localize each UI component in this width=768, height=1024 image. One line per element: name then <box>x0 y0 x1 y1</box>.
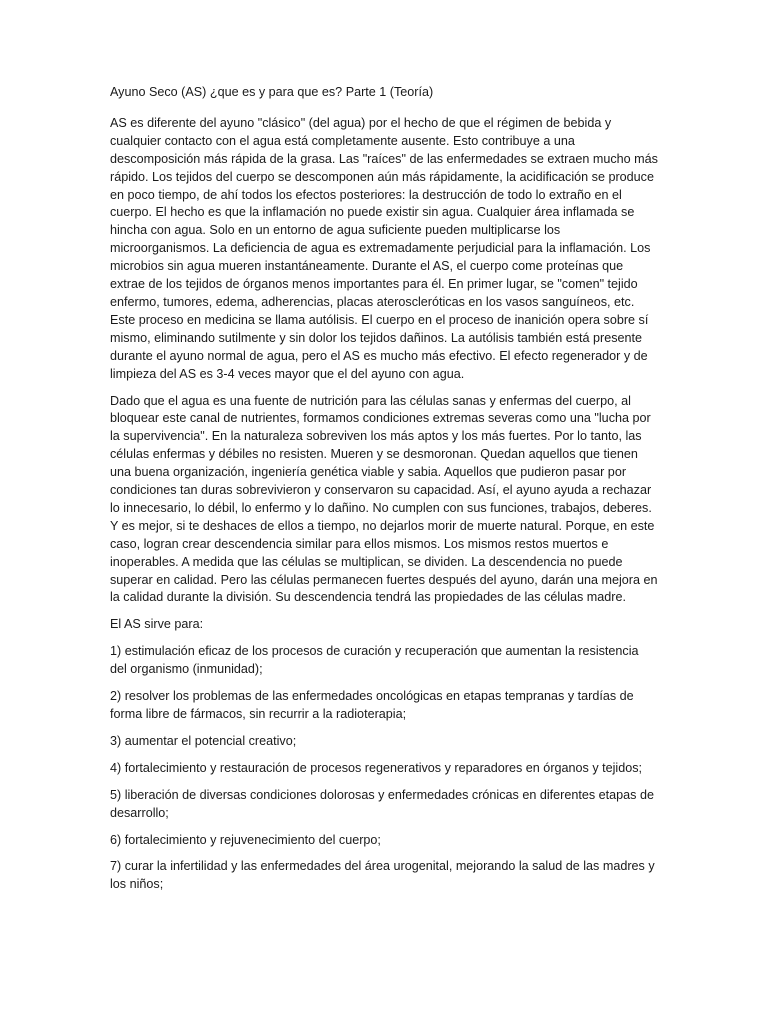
paragraph-survival: Dado que el agua es una fuente de nutrición para las células sanas y enfermas del cuerpo, al bloquear este canal de nutrientes, formamos condiciones extremas severas como una "lucha por la supervivencia". En la naturaleza sobreviven los más aptos y los más fuertes. Por lo tanto, las células enfermas y débiles no resisten. Mueren y se desmoronan. Quedan aquellos que tienen una buena organización, ingeniería genética viable y sabia. Aquellos que pudieron pasar por condiciones tan duras sobrevivieron y conservaron su capacidad. Así, el ayuno ayuda a rechazar lo innecesario, lo débil, lo enfermo y lo dañino. No cumplen con sus funciones, trabajos, deberes. Y es mejor, si te deshaces de ellos a tiempo, no dejarlos morir de muerte natural. Porque, en este caso, logran crear descendencia similar para ellos mismos. Los mismos restos muertos e inoperables. A medida que las células se multiplican, se dividen. La descendencia no puede superar en calidad. Pero las células permanecen fuertes después del ayuno, darán una mejora en la calidad durante la división. Su descendencia tendrá las propiedades de las células madre. <box>110 393 658 605</box>
list-item: 3) aumentar el potencial creativo; <box>110 733 297 748</box>
list-heading: El AS sirve para: <box>110 617 204 632</box>
document-body <box>110 84 658 903</box>
list-item: 4) fortalecimiento y restauración de procesos regenerativos y reparadores en órganos y tejidos; <box>110 760 643 775</box>
list-item: 1) estimulación eficaz de los procesos de curación y recuperación que aumentan la resistencia del organismo (inmunidad); <box>110 644 639 677</box>
document-title: Ayuno Seco (AS) ¿que es y para que es? Parte 1 (Teoría) <box>110 85 434 99</box>
list-item: 5) liberación de diversas condiciones dolorosas y enfermedades crónicas en diferentes etapas de desarrollo; <box>110 787 654 820</box>
list-item: 2) resolver los problemas de las enfermedades oncológicas en etapas tempranas y tardías de forma libre de fármacos, sin recurrir a la radioterapia; <box>110 689 634 721</box>
list-item: 7) curar la infertilidad y las enfermedades del área urogenital, mejorando la salud de las madres y los niños; <box>110 859 655 892</box>
paragraph-intro: AS es diferente del ayuno "clásico" (del agua) por el hecho de que el régimen de bebida y cualquier contacto con el agua está completamente ausente. Esto contribuye a una descomposición más rápida de la grasa. Las "raíces" de las enfermedades se extraen mucho más rápido. Los tejidos del cuerpo se descomponen aún más rápidamente, la acidificación se produce en poco tiempo, de ahí todos los efectos posteriores: la destrucción de todo lo extraño en el cuerpo. El hecho es que la inflamación no puede existir sin agua. Cualquier área inflamada se hincha con agua. Solo en un entorno de agua suficiente pueden multiplicarse los microorganismos. La deficiencia de agua es extremadamente perjudicial para la inflamación. Los microbios sin agua mueren instantáneamente. Durante el AS, el cuerpo come proteínas que extrae de los tejidos de órganos menos importantes para él. En primer lugar, se "comen" tejido enfermo, tumores, edema, adherencias, placas ateroscleróticas en los vasos sanguíneos, etc. Este proceso en medicina se llama autólisis. El cuerpo en el proceso de inanición opera sobre sí mismo, eliminando sutilmente y sin dolor los tejidos dañinos. La autólisis también está presente durante el ayuno normal de agua, pero el AS es mucho más efectivo. El efecto regenerador y de limpieza del AS es 3-4 veces mayor que el del ayuno con agua. <box>110 115 658 381</box>
list-item: 6) fortalecimiento y rejuvenecimiento del cuerpo; <box>110 832 381 847</box>
